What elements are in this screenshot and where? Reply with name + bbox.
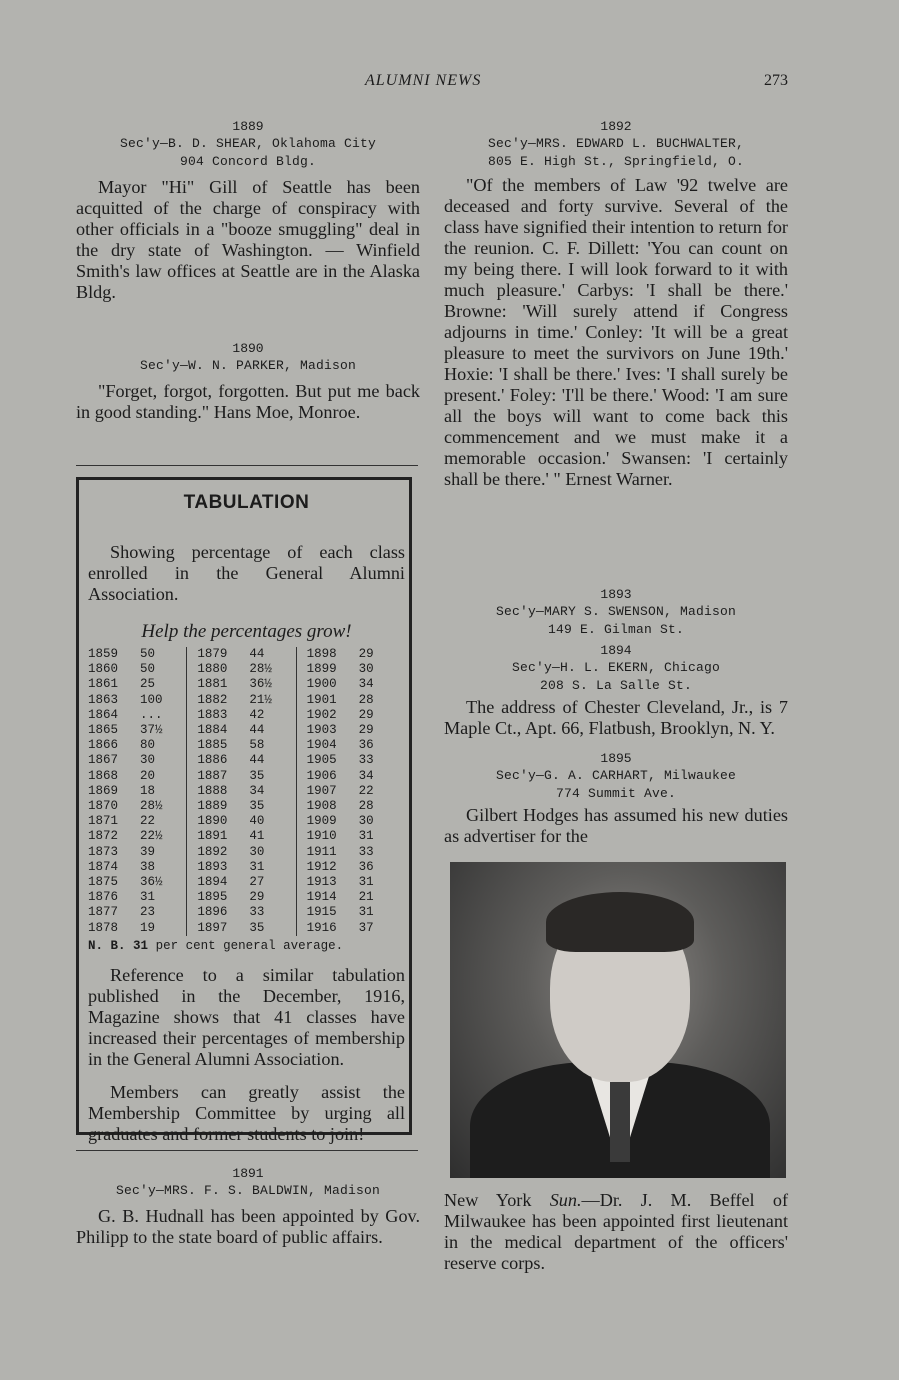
percentage-cell: 34 <box>358 768 374 783</box>
class-year-cell: 1910 <box>306 829 337 844</box>
class-year: 1891 <box>232 1166 264 1181</box>
class-1891-section <box>76 1165 420 1248</box>
tabulation-row <box>307 890 405 905</box>
class-year-cell: 1893 <box>197 859 228 874</box>
class-year-cell: 1885 <box>197 738 228 753</box>
class-year-cell: 1912 <box>306 859 337 874</box>
class-1890-section <box>76 340 420 423</box>
tabulation-title: TABULATION <box>183 492 310 513</box>
tabulation-row <box>307 723 405 738</box>
class-year-cell: 1878 <box>88 920 119 935</box>
percentage-cell: 22½ <box>140 829 163 844</box>
class-year-cell: 1913 <box>306 875 337 890</box>
tabulation-row <box>307 647 405 662</box>
percentage-cell: 31 <box>358 905 374 920</box>
class-year-cell: 1864 <box>88 707 119 722</box>
section-divider <box>76 1150 418 1151</box>
class-year-cell: 1867 <box>88 753 119 768</box>
class-year: 1894 <box>600 643 632 658</box>
tabulation-row <box>307 753 405 768</box>
class-year-cell: 1880 <box>197 662 228 677</box>
percentage-cell: 29 <box>249 890 265 905</box>
class-year-cell: 1882 <box>197 692 228 707</box>
tabulation-row <box>88 753 186 768</box>
class-year-cell: 1892 <box>197 844 228 859</box>
percentage-cell: 39 <box>140 844 156 859</box>
tabulation-row <box>307 829 405 844</box>
percentage-cell: 44 <box>249 723 265 738</box>
percentage-cell: 50 <box>140 662 156 677</box>
percentage-cell: 35 <box>249 768 265 783</box>
tabulation-row <box>197 845 295 860</box>
class-note-continued <box>444 1190 788 1274</box>
secretary-line: Sec'y—MARY S. SWENSON, Madison <box>495 604 737 619</box>
percentage-cell: 36 <box>358 859 374 874</box>
class-year-cell: 1868 <box>88 768 119 783</box>
tabulation-row <box>88 784 186 799</box>
section-divider <box>76 465 418 466</box>
percentage-cell: 18 <box>140 783 156 798</box>
tabulation-row <box>88 708 186 723</box>
class-year-cell: 1887 <box>197 768 228 783</box>
class-note: "Of the members of Law '92 twelve are deceased and forty survive. Several of the class have signified their intention to return for the reunion. C. F. Dillett: 'You can count on my being there. I will look forward to it with much pleasure.' Carbys: 'I shall be there.' Browne: 'Will surely attend if Congress adjourns in time.' Conley: 'It will be a great pleasure to meet the survivors on June 19th.' Hoxie: 'I shall be there.' Ives: 'I shall surely be present.' Foley: 'I'll be there.' Wood: 'I am sure all the boys will want to come back this commencement and we must make it a memorable occasion.' Swansen: 'I certainly shall be there.' " Ernest Warner. <box>444 175 788 489</box>
class-year-cell: 1875 <box>88 875 119 890</box>
portrait-tie <box>610 1082 630 1162</box>
class-year-cell: 1873 <box>88 844 119 859</box>
class-year-cell: 1889 <box>197 799 228 814</box>
secretary-line: Sec'y—W. N. PARKER, Madison <box>139 358 357 373</box>
percentage-cell: 28 <box>358 692 374 707</box>
tabulation-box <box>76 477 412 1144</box>
class-year-cell: 1902 <box>306 707 337 722</box>
secretary-address: 774 Summit Ave. <box>555 786 677 801</box>
class-note: The address of Chester Cleveland, Jr., is 7 Maple Ct., Apt. 66, Flatbush, Brooklyn, N. Y. <box>444 697 788 738</box>
class-note: G. B. Hudnall has been appointed by Gov. Philipp to the state board of public affairs. <box>76 1206 420 1247</box>
tabulation-row <box>307 845 405 860</box>
tabulation-row <box>88 814 186 829</box>
secretary-line: Sec'y—H. L. EKERN, Chicago <box>511 660 721 675</box>
percentage-cell: 50 <box>140 647 156 661</box>
class-year-cell: 1876 <box>88 890 119 905</box>
tabulation-table <box>88 647 405 936</box>
tabulation-paragraph: Members can greatly assist the Membership Committee by urging all graduates and former students to join! <box>88 1081 405 1144</box>
percentage-cell: 29 <box>358 707 374 722</box>
percentage-cell: 31 <box>249 859 265 874</box>
percentage-cell: 37 <box>358 920 374 935</box>
percentage-cell: ... <box>140 707 163 722</box>
class-year: 1890 <box>232 341 264 356</box>
tabulation-row <box>197 784 295 799</box>
percentage-cell: 37½ <box>140 723 163 738</box>
tabulation-row <box>307 905 405 920</box>
tabulation-row <box>197 708 295 723</box>
tabulation-row <box>197 814 295 829</box>
class-1895-continued <box>444 1190 788 1274</box>
secretary-address: 805 E. High St., Springfield, O. <box>487 154 745 169</box>
tabulation-row <box>307 677 405 692</box>
tabulation-row <box>197 662 295 677</box>
class-year-cell: 1861 <box>88 677 119 692</box>
tabulation-row <box>197 799 295 814</box>
class-year-cell: 1895 <box>197 890 228 905</box>
class-1889-section <box>76 118 420 303</box>
class-year-cell: 1911 <box>306 844 337 859</box>
tabulation-row <box>197 860 295 875</box>
secretary-line: Sec'y—B. D. SHEAR, Oklahoma City <box>119 136 377 151</box>
percentage-cell: 21 <box>358 890 374 905</box>
percentage-cell: 100 <box>140 692 163 707</box>
tabulation-row <box>197 921 295 936</box>
class-year-cell: 1891 <box>197 829 228 844</box>
class-year-cell: 1915 <box>306 905 337 920</box>
note-text: per cent general average. <box>155 938 344 953</box>
page-number: 273 <box>764 72 788 89</box>
class-year-cell: 1908 <box>306 799 337 814</box>
percentage-cell: 33 <box>358 753 374 768</box>
tabulation-row <box>88 662 186 677</box>
percentage-cell: 22 <box>358 783 374 798</box>
percentage-cell: 25 <box>140 677 156 692</box>
percentage-cell: 23 <box>140 905 156 920</box>
tabulation-row <box>197 647 295 662</box>
class-year: 1892 <box>600 119 632 134</box>
class-year-cell: 1870 <box>88 799 119 814</box>
tabulation-row <box>307 875 405 890</box>
percentage-cell: 28 <box>358 799 374 814</box>
tabulation-row <box>197 890 295 905</box>
tabulation-row <box>307 662 405 677</box>
note-value: 31 <box>133 938 149 953</box>
tabulation-row <box>88 723 186 738</box>
tabulation-row <box>88 875 186 890</box>
tabulation-row <box>307 860 405 875</box>
class-year-cell: 1872 <box>88 829 119 844</box>
tabulation-row <box>197 875 295 890</box>
percentage-cell: 30 <box>249 844 265 859</box>
class-1892-section <box>444 118 788 490</box>
tabulation-row <box>197 677 295 692</box>
class-year-cell: 1904 <box>306 738 337 753</box>
tabulation-row <box>197 723 295 738</box>
tabulation-column <box>186 647 295 936</box>
class-year-cell: 1900 <box>306 677 337 692</box>
secretary-address: 149 E. Gilman St. <box>547 622 685 637</box>
tabulation-row <box>88 799 186 814</box>
tabulation-row <box>88 921 186 936</box>
class-year-cell: 1881 <box>197 677 228 692</box>
percentage-cell: 33 <box>358 844 374 859</box>
tabulation-row <box>197 905 295 920</box>
class-year-cell: 1879 <box>197 647 228 661</box>
percentage-cell: 35 <box>249 920 265 935</box>
class-year-cell: 1884 <box>197 723 228 738</box>
percentage-cell: 31 <box>358 829 374 844</box>
percentage-cell: 40 <box>249 814 265 829</box>
percentage-cell: 41 <box>249 829 265 844</box>
class-year-cell: 1860 <box>88 662 119 677</box>
tabulation-row <box>88 890 186 905</box>
class-year-cell: 1863 <box>88 692 119 707</box>
class-year: 1889 <box>232 119 264 134</box>
class-year-cell: 1905 <box>306 753 337 768</box>
percentage-cell: 19 <box>140 920 156 935</box>
class-year-cell: 1890 <box>197 814 228 829</box>
secretary-line: Sec'y—G. A. CARHART, Milwaukee <box>495 768 737 783</box>
secretary-address: 904 Concord Bldg. <box>179 154 317 169</box>
tabulation-row <box>197 769 295 784</box>
note-label: N. B. <box>88 938 126 953</box>
class-note: Mayor "Hi" Gill of Seattle has been acquitted of the charge of conspiracy with other officials in a "booze smuggling" deal in the dry state of Washington. — Winfield Smith's law offices at Seattle are in the Alaska Bldg. <box>76 177 420 302</box>
percentage-cell: 27 <box>249 875 265 890</box>
tabulation-row <box>307 708 405 723</box>
percentage-cell: 35 <box>249 799 265 814</box>
percentage-cell: 20 <box>140 768 156 783</box>
tabulation-column <box>296 647 405 936</box>
class-year-cell: 1865 <box>88 723 119 738</box>
percentage-cell: 42 <box>249 707 265 722</box>
tabulation-row <box>88 860 186 875</box>
percentage-cell: 80 <box>140 738 156 753</box>
class-year-cell: 1901 <box>306 692 337 707</box>
percentage-cell: 34 <box>358 677 374 692</box>
class-year-cell: 1877 <box>88 905 119 920</box>
percentage-cell: 33 <box>249 905 265 920</box>
tabulation-row <box>307 769 405 784</box>
tabulation-row <box>307 784 405 799</box>
running-title: ALUMNI NEWS <box>365 72 482 89</box>
tabulation-row <box>197 753 295 768</box>
class-year-cell: 1886 <box>197 753 228 768</box>
tabulation-row <box>88 769 186 784</box>
tabulation-row <box>88 738 186 753</box>
tabulation-row <box>88 647 186 662</box>
tabulation-row <box>88 905 186 920</box>
tabulation-paragraph: Reference to a similar tabulation published in the December, 1916, Magazine shows that 41 classes have increased their percentages of membership in the General Alumni Association. <box>88 964 405 1069</box>
tabulation-row <box>307 814 405 829</box>
class-year-cell: 1894 <box>197 875 228 890</box>
percentage-cell: 31 <box>358 875 374 890</box>
percentage-cell: 58 <box>249 738 265 753</box>
newspaper-name: Sun. <box>549 1190 582 1210</box>
class-year-cell: 1914 <box>306 890 337 905</box>
tabulation-slogan: Help the percentages grow! <box>141 621 352 642</box>
tabulation-row <box>307 693 405 708</box>
tabulation-row <box>88 845 186 860</box>
class-note: "Forget, forgot, forgotten. But put me back in good standing." Hans Moe, Monroe. <box>76 381 420 422</box>
class-year-cell: 1906 <box>306 768 337 783</box>
secretary-line: Sec'y—MRS. F. S. BALDWIN, Madison <box>115 1183 381 1198</box>
tabulation-row <box>307 738 405 753</box>
percentage-cell: 30 <box>358 814 374 829</box>
tabulation-row <box>307 799 405 814</box>
percentage-cell: 28½ <box>140 799 163 814</box>
percentage-cell: 30 <box>358 662 374 677</box>
percentage-cell: 34 <box>249 783 265 798</box>
percentage-cell: 44 <box>249 753 265 768</box>
class-year-cell: 1888 <box>197 783 228 798</box>
class-1894-section <box>444 642 788 739</box>
portrait-hair <box>546 892 694 952</box>
percentage-cell: 30 <box>140 753 156 768</box>
class-year-cell: 1897 <box>197 920 228 935</box>
percentage-cell: 36½ <box>249 677 272 692</box>
tabulation-row <box>88 693 186 708</box>
tabulation-row <box>88 677 186 692</box>
tabulation-row <box>197 829 295 844</box>
percentage-cell: 38 <box>140 859 156 874</box>
class-year-cell: 1907 <box>306 783 337 798</box>
percentage-cell: 21½ <box>249 692 272 707</box>
class-year: 1895 <box>600 751 632 766</box>
class-year-cell: 1899 <box>306 662 337 677</box>
percentage-cell: 22 <box>140 814 156 829</box>
percentage-cell: 36 <box>358 738 374 753</box>
class-note: Gilbert Hodges has assumed his new duties as advertiser for the <box>444 805 788 846</box>
tabulation-row <box>197 738 295 753</box>
continued-text: —Dr. J. M. Beffel of Milwaukee has been appointed first lieutenant in the medical department of the officers' reserve corps. <box>444 1190 788 1273</box>
tabulation-row <box>197 693 295 708</box>
tabulation-note <box>88 939 405 953</box>
class-year-cell: 1859 <box>88 647 119 661</box>
percentage-cell: 36½ <box>140 875 163 890</box>
percentage-cell: 28½ <box>249 662 272 677</box>
secretary-line: Sec'y—MRS. EDWARD L. BUCHWALTER, <box>487 136 745 151</box>
class-year-cell: 1916 <box>306 920 337 935</box>
class-year: 1893 <box>600 587 632 602</box>
class-year-cell: 1871 <box>88 814 119 829</box>
class-1893-section <box>444 586 788 639</box>
class-year-cell: 1883 <box>197 707 228 722</box>
portrait-photo <box>450 862 786 1178</box>
class-year-cell: 1896 <box>197 905 228 920</box>
tabulation-row <box>307 921 405 936</box>
continued-prefix: New York <box>444 1190 550 1210</box>
percentage-cell: 31 <box>140 890 156 905</box>
class-1895-section <box>444 750 788 847</box>
tabulation-intro: Showing percentage of each class enrolled in the General Alumni Association. <box>88 542 405 604</box>
tabulation-column <box>88 647 186 936</box>
class-year-cell: 1869 <box>88 783 119 798</box>
class-year-cell: 1898 <box>306 647 337 661</box>
percentage-cell: 29 <box>358 723 374 738</box>
class-year-cell: 1903 <box>306 723 337 738</box>
class-year-cell: 1866 <box>88 738 119 753</box>
page-header <box>0 72 899 96</box>
secretary-address: 208 S. La Salle St. <box>539 678 693 693</box>
tabulation-row <box>88 829 186 844</box>
percentage-cell: 29 <box>358 647 374 661</box>
class-year-cell: 1909 <box>306 814 337 829</box>
percentage-cell: 44 <box>249 647 265 661</box>
class-year-cell: 1874 <box>88 859 119 874</box>
